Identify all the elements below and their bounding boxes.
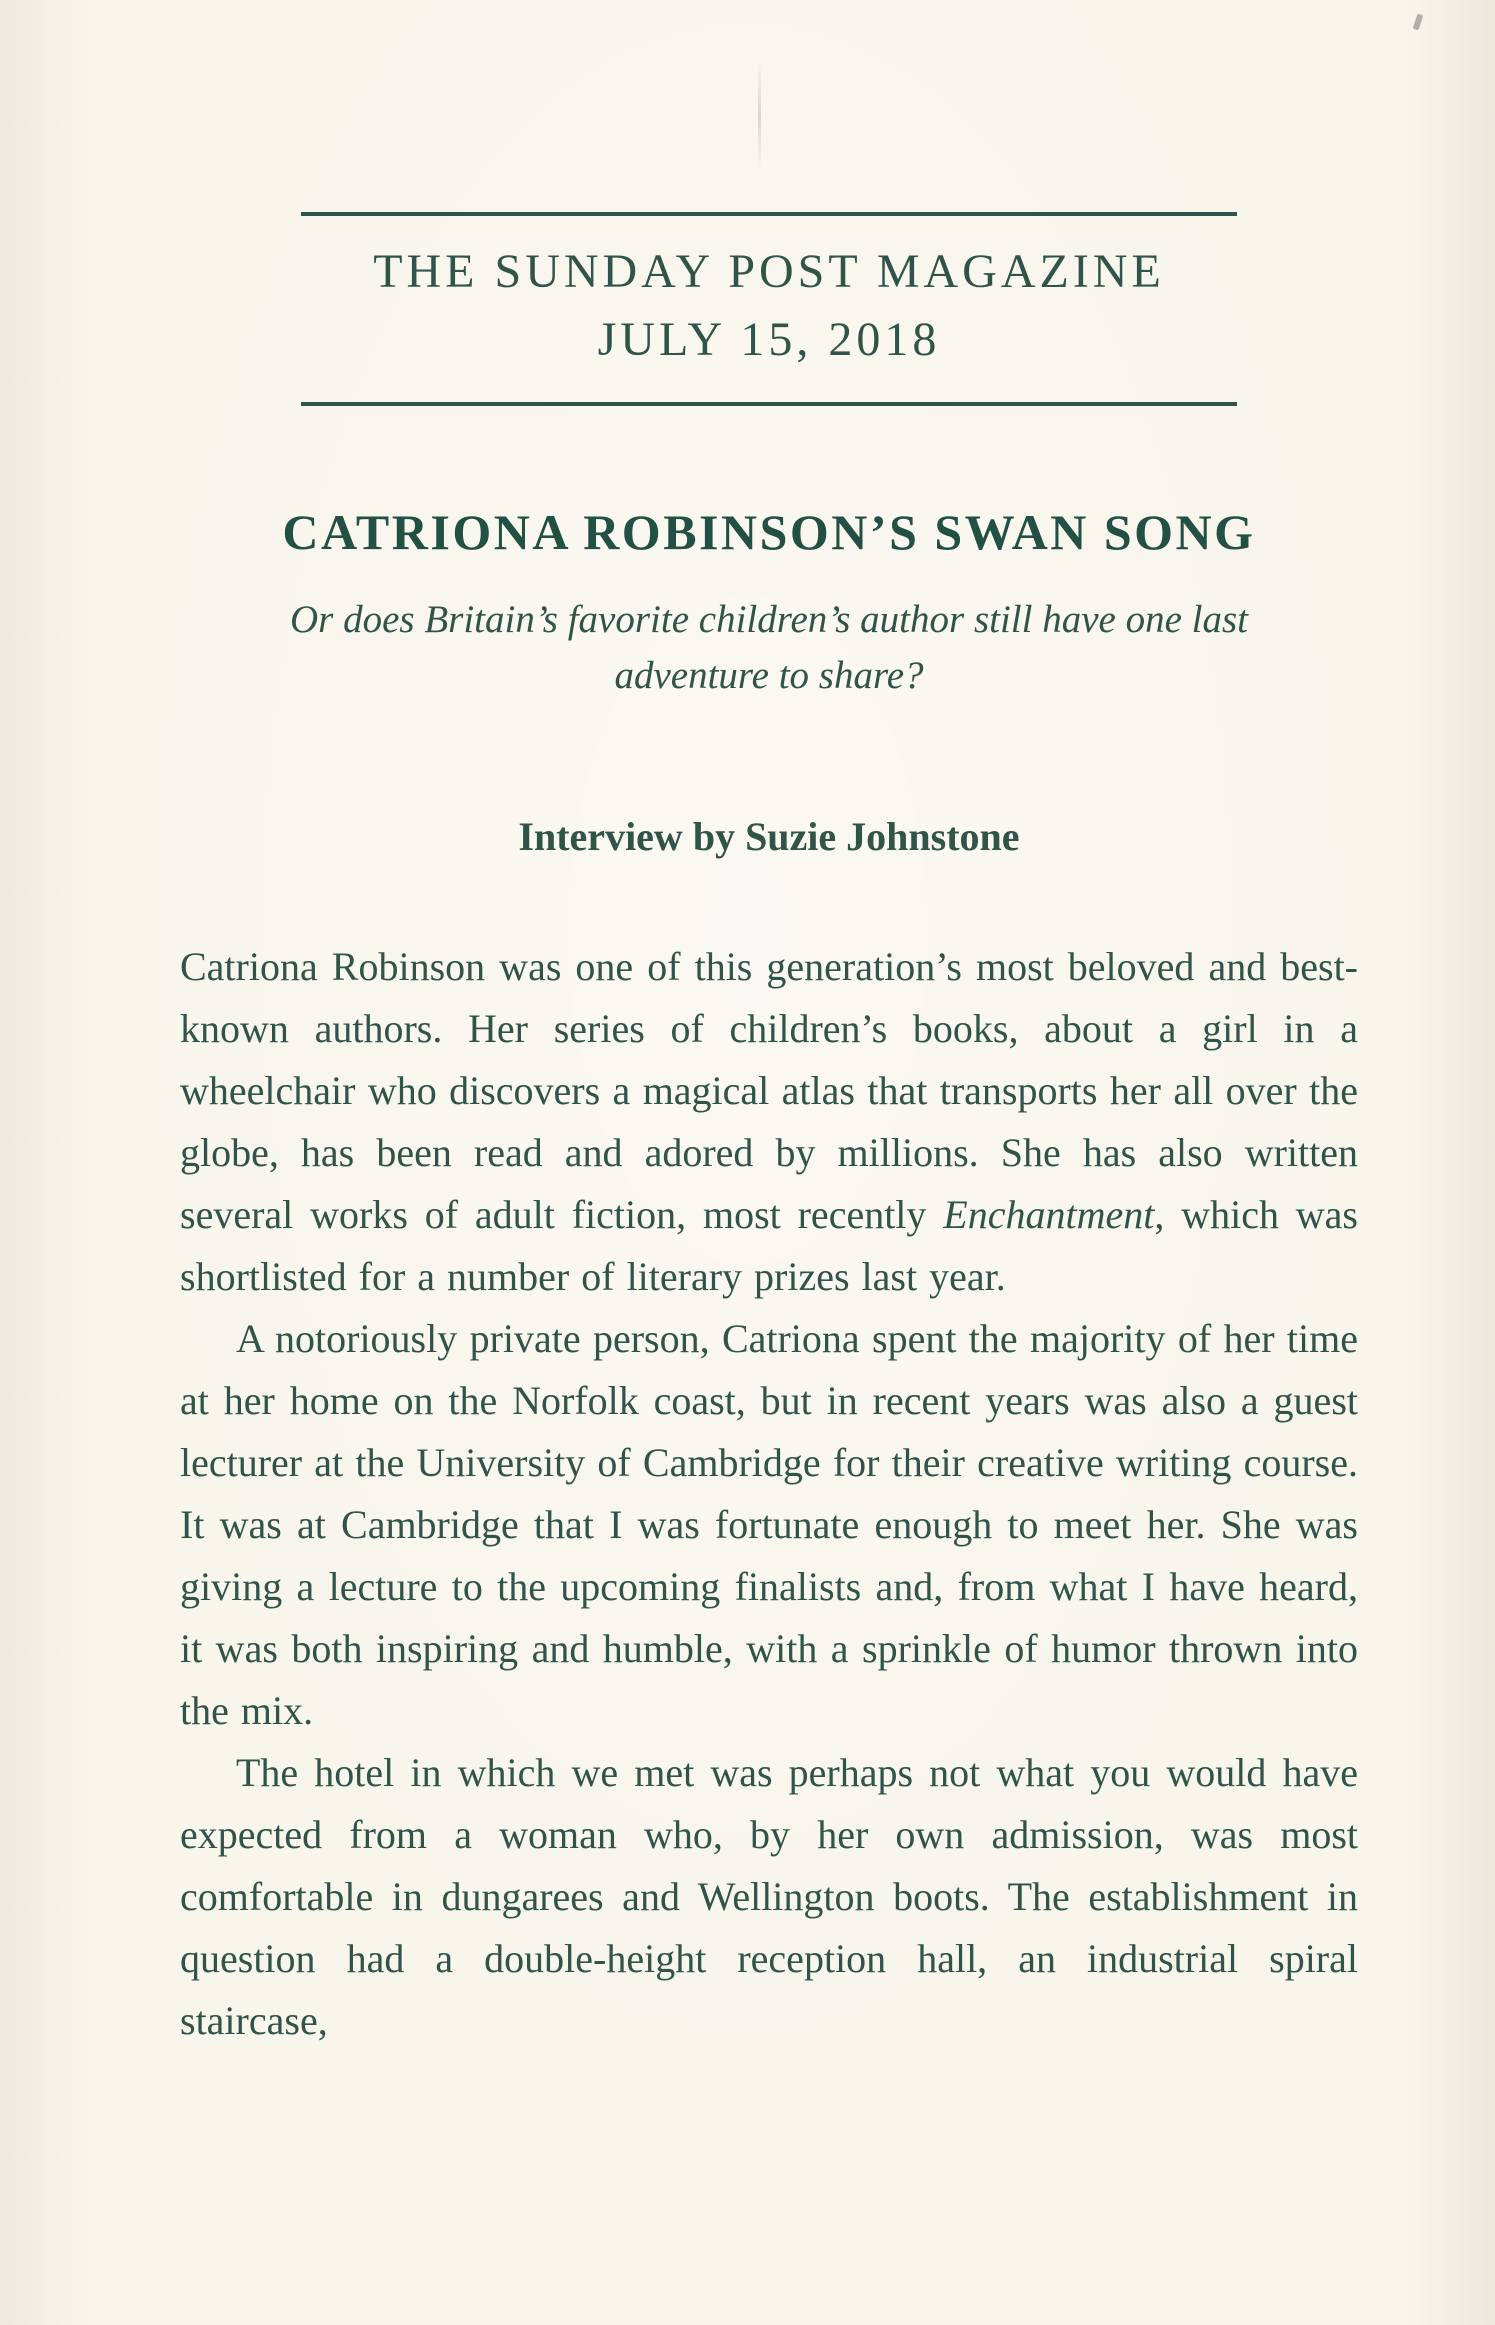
article-body [180, 936, 1358, 2052]
scan-crease-artifact [758, 60, 761, 170]
paragraph-text: , which was shortlisted for a number of literary prizes last year. [180, 1191, 1358, 1299]
paragraph-text: The hotel in which we met was perhaps not what you would have expected from a woman who, by her own admission, was most comfortable in dungarees and Wellington boots. The establishment in question had a double-height reception hall, an industrial spiral staircase, [180, 1749, 1358, 2043]
masthead-title: THE SUNDAY POST MAGAZINE [373, 245, 1165, 298]
paragraph [180, 1742, 1358, 2052]
article-subtitle: Or does Britain’s favorite children’s author still have one last adventure to share? [290, 597, 1248, 698]
masthead [301, 212, 1237, 406]
paragraph [180, 1308, 1358, 1742]
article-byline: Interview by Suzie Johnstone [518, 813, 1020, 859]
book-title-italic: Enchantment [943, 1191, 1155, 1237]
paragraph-text: Catriona Robinson was one of this generation’s most beloved and best-known authors. Her series of children’s books, about a girl in a wheelchair who discovers a magical atlas that transports her all over the globe, has been read and adored by millions. She has also written several works of adult fiction, most recently [180, 943, 1358, 1237]
masthead-date: JULY 15, 2018 [597, 313, 941, 367]
article-title: CATRIONA ROBINSON’S SWAN SONG [282, 504, 1256, 561]
paragraph-text: A notoriously private person, Catriona spent the majority of her time at her home on the Norfolk coast, but in recent years was also a guest lecturer at the University of Cambridge for their creative writing course. It was at Cambridge that I was fortunate enough to meet her. She was giving a lecture to the upcoming finalists and, from what I have heard, it was both inspiring and humble, with a sprinkle of humor thrown into the mix. [180, 1315, 1358, 1733]
paragraph [180, 936, 1358, 1308]
